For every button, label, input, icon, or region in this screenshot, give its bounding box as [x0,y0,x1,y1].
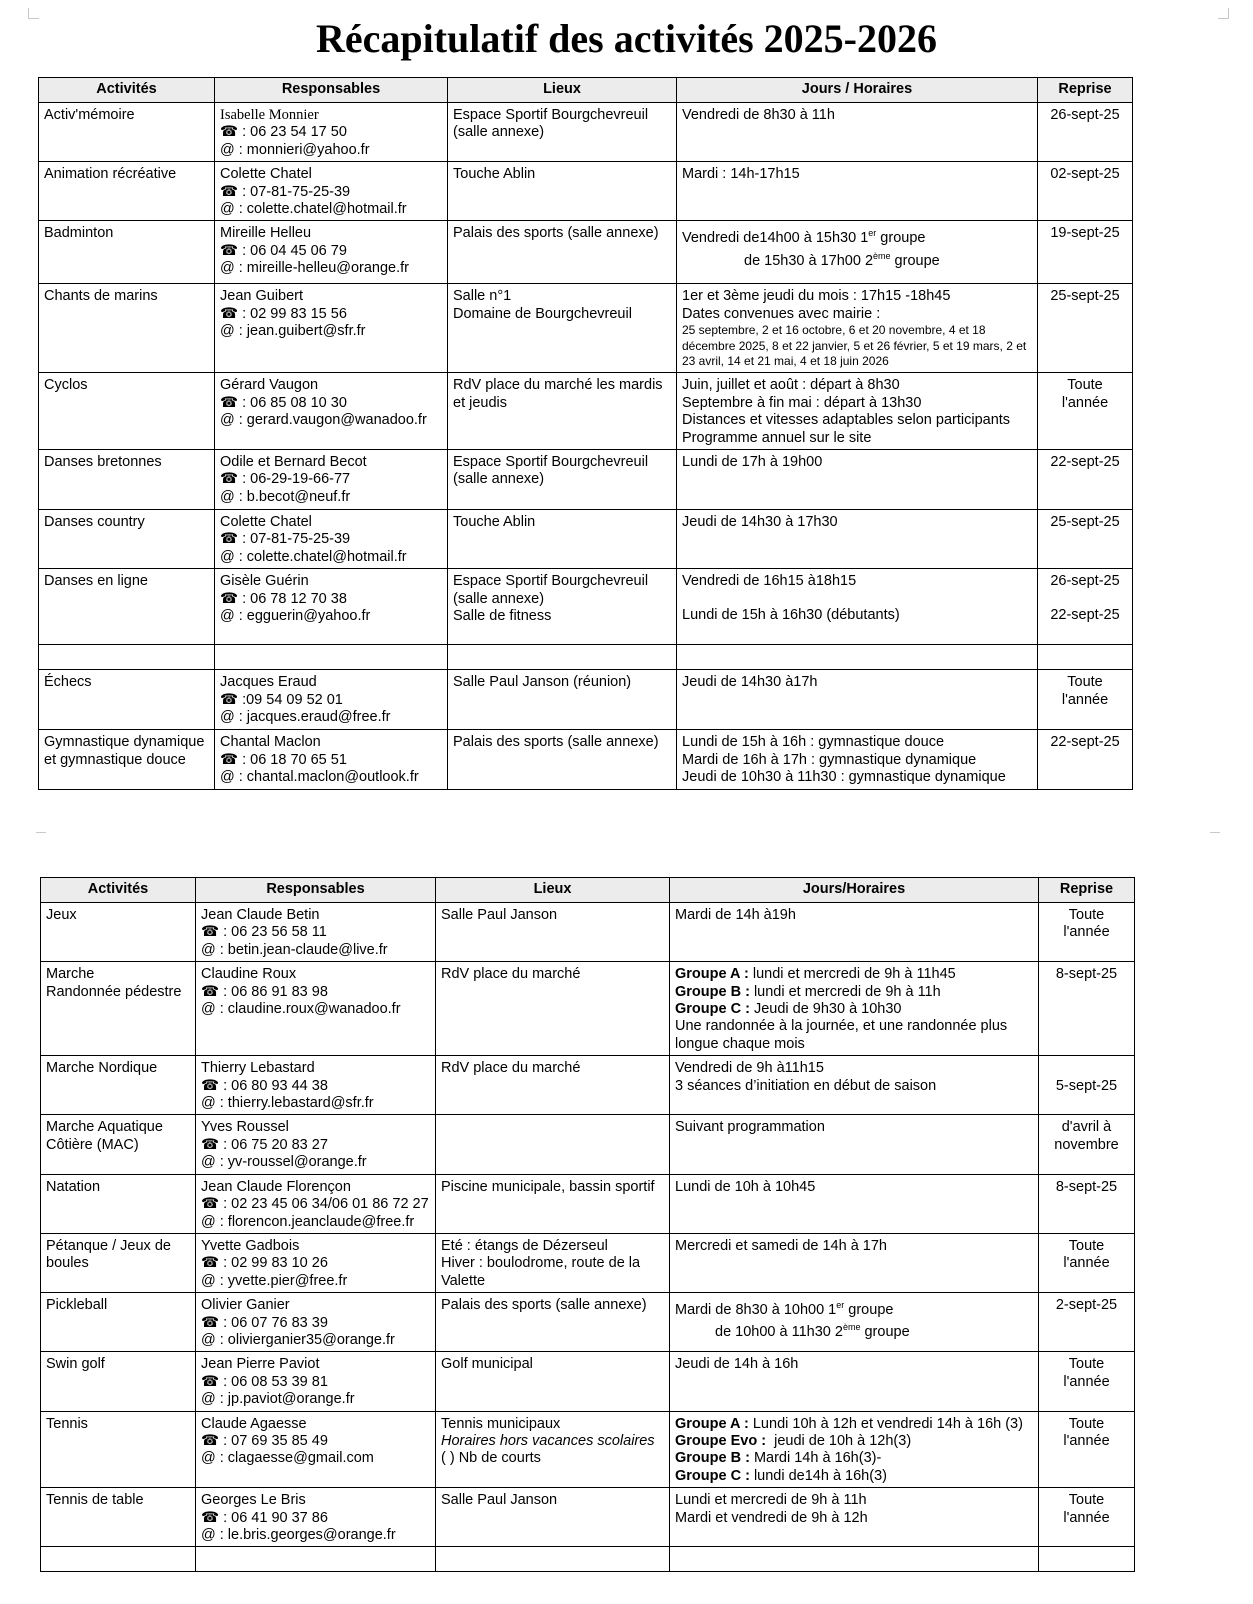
lieu-line: Salle de fitness [453,608,552,625]
responsable-name: Georges Le Bris [201,1492,306,1509]
responsable-name: Gisèle Guérin [220,573,309,590]
reprise-cell: Toute l'année [1038,373,1133,450]
horaire-line: Lundi et mercredi de 9h à 11h [675,1492,867,1509]
table-row [41,1233,1135,1292]
responsable-cell [215,450,448,510]
horaires-cell [677,373,1038,450]
responsable-name: Jacques Eraud [220,674,317,691]
table-header-row [41,878,1135,903]
email-line[interactable]: @ : gerard.vaugon@wanadoo.fr [220,412,427,429]
lieu-line: Espace Sportif Bourgchevreuil [453,107,649,123]
empty-row [39,645,1133,670]
activity-cell [41,962,196,1056]
lieu-cell [448,569,677,645]
table-row [39,284,1133,373]
responsable-cell [215,221,448,284]
table-row [39,450,1133,510]
reprise-cell: Toute l'année [1039,1411,1135,1488]
lieu-line: Eté : étangs de Dézerseul [441,1237,608,1254]
responsable-cell [196,1352,436,1411]
table-row [39,670,1133,730]
responsable-cell [215,373,448,450]
responsable-name: Jean Pierre Paviot [201,1356,320,1373]
horaire-line: Jeudi de 14h30 à 17h30 [682,514,838,531]
email-line[interactable]: @ : monnieri@yahoo.fr [220,141,370,158]
phone-line: ☎ : 06 04 45 06 79 [220,242,347,259]
lieu-line: RdV place du marché les mardis et jeudis [453,377,663,411]
lieu-line: (salle annexe) [453,590,545,607]
responsable-cell [215,162,448,221]
email-line[interactable]: @ : betin.jean-claude@live.fr [201,941,388,958]
responsable-cell [196,1233,436,1292]
header-activites: Activités [39,78,215,103]
lieu-cell [448,730,677,789]
header-activites: Activités [41,878,196,903]
reprise-cell: 22-sept-25 [1038,730,1133,789]
horaire-line: Lundi de 15h à 16h30 (débutants) [682,606,900,623]
email-line[interactable]: @ : yvette.pier@free.fr [201,1272,348,1289]
activity-cell: Danses bretonnes [39,450,215,510]
activity-cell: Swin golf [41,1352,196,1411]
horaire-line: Lundi de 10h à 10h45 [675,1178,816,1195]
phone-line: ☎ :09 54 09 52 01 [220,691,343,708]
horaires-cell [670,1352,1039,1411]
email-line[interactable]: @ : colette.chatel@hotmail.fr [220,548,407,565]
responsable-cell [215,103,448,162]
table-row [39,569,1133,645]
table-row [39,221,1133,284]
lieu-cell [448,103,677,162]
lieu-line: Tennis municipaux [441,1415,561,1432]
responsable-name: Claude Agaesse [201,1415,307,1432]
horaire-line: Mardi de 8h30 à 10h00 1er groupe [675,1300,894,1318]
header-lieux: Lieux [448,78,677,103]
reprise-cell: 19-sept-25 [1038,221,1133,284]
responsable-cell [196,1293,436,1352]
table-row [41,1293,1135,1352]
horaire-line: de 10h00 à 11h30 2ème groupe [715,1322,910,1341]
horaires-cell [677,670,1038,730]
lieu-cell: Salle Paul Janson [436,1488,670,1547]
activity-cell: Tennis [41,1411,196,1488]
horaires-cell [670,1115,1039,1174]
activity-line: Randonnée pédestre [46,983,182,1000]
phone-line: ☎ : 06 41 90 37 86 [201,1509,328,1526]
reprise-cell: 02-sept-25 [1038,162,1133,221]
horaires-cell [677,162,1038,221]
reprise-line: 22-sept-25 [1050,606,1120,623]
phone-line: ☎ : 06-29-19-66-77 [220,471,351,488]
activity-cell: Pickleball [41,1293,196,1352]
activity-line: Marche [46,966,95,983]
horaire-line: Septembre à fin mai : départ à 13h30 [682,394,922,411]
phone-line: ☎ : 06 07 76 83 39 [201,1314,328,1331]
email-line[interactable]: @ : mireille-helleu@orange.fr [220,260,410,277]
responsable-name: Jean Guibert [220,288,304,305]
horaire-line: Distances et vitesses adaptables selon participants [682,412,1011,429]
email-line[interactable]: @ : florencon.jeanclaude@free.fr [201,1213,415,1230]
reprise-cell: 25-sept-25 [1038,284,1133,373]
responsable-name: Yvette Gadbois [201,1237,300,1254]
email-line[interactable]: @ : jp.paviot@orange.fr [201,1391,355,1408]
horaire-line: Programme annuel sur le site [682,429,872,446]
lieu-cell: Salle Paul Janson [436,903,670,962]
table-row [39,730,1133,789]
reprise-cell: Toute l'année [1039,1233,1135,1292]
reprise-cell: 26-sept-25 [1038,103,1133,162]
phone-line: ☎ : 06 78 12 70 38 [220,590,347,607]
email-line[interactable]: @ : thierry.lebastard@sfr.fr [201,1095,374,1112]
activity-cell: Activ'mémoire [39,103,215,162]
email-line[interactable]: @ : claudine.roux@wanadoo.fr [201,1001,401,1018]
responsable-name: Olivier Ganier [201,1297,290,1314]
lieu-cell: RdV place du marché [436,962,670,1056]
horaire-line: de 15h30 à 17h00 2ème groupe [744,250,940,269]
responsable-cell [196,903,436,962]
responsable-name: Chantal Maclon [220,734,321,751]
phone-line: ☎ : 06 18 70 65 51 [220,751,347,768]
lieu-cell [448,284,677,373]
email-line[interactable]: @ : egguerin@yahoo.fr [220,608,371,625]
phone-line: ☎ : 06 85 08 10 30 [220,394,347,411]
lieu-line: (salle annexe) [453,471,545,488]
phone-line: ☎ : 06 08 53 39 81 [201,1373,328,1390]
table-row [41,903,1135,962]
lieu-line: Salle Paul Janson (réunion) [453,674,632,691]
header-lieux: Lieux [436,878,670,903]
table-row [39,162,1133,221]
responsable-name: Gérard Vaugon [220,377,319,394]
responsable-name: Jean Claude Betin [201,907,320,923]
table-row [39,103,1133,162]
horaire-line: Lundi de 15h à 16h : gymnastique douce [682,734,945,751]
email-line[interactable]: @ : chantal.maclon@outlook.fr [220,769,419,786]
group-line: Groupe A : lundi et mercredi de 9h à 11h45 [675,966,956,983]
phone-line: ☎ : 02 23 45 06 34/06 01 86 72 27 [201,1196,429,1213]
activity-cell: Cyclos [39,373,215,450]
responsable-name: Claudine Roux [201,966,297,983]
header-responsables: Responsables [196,878,436,903]
lieu-line: Salle n°1 [453,288,512,305]
table-row [41,1488,1135,1547]
horaire-line: Mardi : 14h-17h15 [682,166,800,183]
reprise-cell: 5-sept-25 [1039,1056,1135,1115]
horaire-line: Jeudi de 10h30 à 11h30 : gymnastique dynamique [682,769,1006,786]
reprise-cell: Toute l'année [1039,1488,1135,1547]
responsable-name: Jean Claude Florençon [201,1178,351,1195]
reprise-cell: 25-sept-25 [1038,510,1133,569]
reprise-cell [1038,569,1133,645]
horaires-cell [670,1411,1039,1488]
horaires-cell [670,1056,1039,1115]
table-header-row [39,78,1133,103]
horaires-cell [677,284,1038,373]
lieu-cell [448,373,677,450]
responsable-cell [196,1115,436,1174]
activity-cell: Danses country [39,510,215,569]
responsable-name: Yves Roussel [201,1119,289,1136]
responsable-cell [215,569,448,645]
reprise-cell: 22-sept-25 [1038,450,1133,510]
responsable-cell [196,1488,436,1547]
horaire-line: Mardi et vendredi de 9h à 12h [675,1509,868,1526]
reprise-cell: Toute l'année [1039,1352,1135,1411]
responsable-name: Odile et Bernard Becot [220,454,367,471]
phone-line: ☎ : 02 99 83 15 56 [220,305,347,322]
lieu-cell: Palais des sports (salle annexe) [436,1293,670,1352]
dates-list: 25 septembre, 2 et 16 octobre, 6 et 20 novembre, 4 et 18 décembre 2025, 8 et 22 janvier, 5 et 26 février, 5 et 19 mars, 2 et 23 avril, 14 et 21 mai, 4 et 18 juin 2026 [682,323,1027,369]
activity-cell: Gymnastique dynamique et gymnastique douce [39,730,215,789]
lieu-cell [436,1233,670,1292]
group-line: Groupe C : lundi de14h à 16h(3) [675,1467,887,1484]
horaire-line: Mardi de 16h à 17h : gymnastique dynamique [682,751,977,768]
group-line: Groupe C : Jeudi de 9h30 à 10h30 [675,1001,902,1018]
horaire-line: Vendredi de 16h15 à18h15 [682,573,857,590]
horaires-cell [677,510,1038,569]
activity-cell: Danses en ligne [39,569,215,645]
responsable-name: Colette Chatel [220,514,312,531]
reprise-cell: Toute l'année [1038,670,1133,730]
lieu-line: Touche Ablin [453,514,536,531]
lieu-cell [436,1411,670,1488]
responsable-cell [215,284,448,373]
phone-line: ☎ : 06 80 93 44 38 [201,1077,328,1094]
group-line: Groupe B : lundi et mercredi de 9h à 11h [675,983,941,1000]
responsable-name: Mireille Helleu [220,225,312,242]
horaires-cell [677,569,1038,645]
activity-cell: Tennis de table [41,1488,196,1547]
header-jours-horaires: Jours/Horaires [670,878,1039,903]
horaire-line: Lundi de 17h à 19h00 [682,454,823,471]
horaire-line: Vendredi de 9h à11h15 [675,1060,824,1077]
horaire-line: Jeudi de 14h30 à17h [682,674,818,691]
activity-cell: Natation [41,1174,196,1233]
phone-line: ☎ : 07-81-75-25-39 [220,183,351,200]
lieu-line: Espace Sportif Bourgchevreuil [453,573,649,590]
horaire-line: Mercredi et samedi de 14h à 17h [675,1237,887,1254]
lieu-line: Espace Sportif Bourgchevreuil [453,454,649,471]
table-row [41,1056,1135,1115]
header-reprise: Reprise [1039,878,1135,903]
horaire-line: Juin, juillet et août : départ à 8h30 [682,377,900,394]
activities-table-1 [38,77,1133,790]
table-row [41,962,1135,1056]
horaire-line: Vendredi de 8h30 à 11h [682,107,835,123]
horaire-line: Une randonnée à la journée, et une randonnée plus longue chaque mois [675,1018,1008,1052]
horaire-line: 1er et 3ème jeudi du mois : 17h15 -18h45 [682,288,951,305]
email-line[interactable]: @ : colette.chatel@hotmail.fr [220,201,407,218]
header-reprise: Reprise [1038,78,1133,103]
responsable-cell [215,670,448,730]
table-row [41,1411,1135,1488]
reprise-cell: 2-sept-25 [1039,1293,1135,1352]
lieu-line: Palais des sports (salle annexe) [453,734,659,751]
group-line: Groupe Evo : jeudi de 10h à 12h(3) [675,1432,912,1449]
lieu-cell: Piscine municipale, bassin sportif [436,1174,670,1233]
horaires-cell [670,1233,1039,1292]
table-row [39,373,1133,450]
horaires-cell [670,903,1039,962]
horaire-line: Mardi de 14h à19h [675,907,796,923]
responsable-cell [215,510,448,569]
lieu-cell [448,221,677,284]
horaires-cell [670,962,1039,1056]
phone-line: ☎ : 06 23 56 58 11 [201,924,327,941]
lieu-line: ( ) Nb de courts [441,1450,541,1467]
lieu-line: Hiver : boulodrome, route de la Valette [441,1255,641,1289]
phone-line: ☎ : 07 69 35 85 49 [201,1432,328,1449]
reprise-cell: 8-sept-25 [1039,962,1135,1056]
activity-cell: Badminton [39,221,215,284]
lieu-cell [436,1115,670,1174]
lieu-line: Touche Ablin [453,166,536,183]
header-responsables: Responsables [215,78,448,103]
reprise-cell: d'avril à novembre [1039,1115,1135,1174]
activity-cell: Échecs [39,670,215,730]
table-row [41,1115,1135,1174]
header-jours-horaires: Jours / Horaires [677,78,1038,103]
group-line: Groupe A : Lundi 10h à 12h et vendredi 14h à 16h (3) [675,1415,1023,1432]
table-row [41,1174,1135,1233]
responsable-name: Isabelle Monnier [220,107,319,123]
lieu-line: (salle annexe) [453,124,545,141]
phone-line: ☎ : 02 99 83 10 26 [201,1255,328,1272]
page-title: Récapitulatif des activités 2025-2026 [315,16,937,61]
activities-table-2 [40,877,1135,1572]
responsable-name: Colette Chatel [220,166,312,183]
page-break-mark [1210,832,1220,833]
horaire-line: 3 séances d’initiation en début de saison [675,1077,937,1094]
email-line[interactable]: @ : jacques.eraud@free.fr [220,709,391,726]
horaires-cell [677,450,1038,510]
responsable-cell [215,730,448,789]
group-line: Groupe B : Mardi 14h à 16h(3)- [675,1450,882,1467]
activity-cell: Jeux [41,903,196,962]
phone-line: ☎ : 07-81-75-25-39 [220,531,351,548]
table-row [41,1352,1135,1411]
page-break-mark [36,832,46,833]
email-line[interactable]: @ : clagaesse@gmail.com [201,1450,374,1467]
activity-cell: Animation récréative [39,162,215,221]
activity-cell: Chants de marins [39,284,215,373]
table-row [39,510,1133,569]
lieu-line: Domaine de Bourgchevreuil [453,305,632,322]
horaire-line: Vendredi de14h00 à 15h30 1er groupe [682,228,926,247]
horaires-cell [670,1174,1039,1233]
lieu-line: Palais des sports (salle annexe) [453,225,659,242]
horaire-line: Jeudi de 14h à 16h [675,1356,799,1373]
email-line[interactable]: @ : le.bris.georges@orange.fr [201,1527,396,1543]
horaires-cell [677,221,1038,284]
lieu-cell: RdV place du marché [436,1056,670,1115]
phone-line: ☎ : 06 75 20 83 27 [201,1136,328,1153]
responsable-cell [196,1411,436,1488]
reprise-cell: Toute l'année [1039,903,1135,962]
lieu-cell [448,510,677,569]
responsable-cell [196,1174,436,1233]
horaire-line: Dates convenues avec mairie : [682,305,881,322]
lieu-note: Horaires hors vacances scolaires [441,1432,655,1449]
activity-cell: Marche Aquatique Côtière (MAC) [41,1115,196,1174]
lieu-cell [448,670,677,730]
lieu-cell [448,450,677,510]
horaire-line: Suivant programmation [675,1119,825,1136]
empty-row [41,1547,1135,1572]
responsable-cell [196,1056,436,1115]
phone-line: ☎ : 06 86 91 83 98 [201,983,328,1000]
email-line[interactable]: @ : b.becot@neuf.fr [220,488,351,505]
horaires-cell [677,103,1038,162]
horaires-cell [670,1488,1039,1547]
email-line[interactable]: @ : olivierganier35@orange.fr [201,1331,395,1348]
email-line[interactable]: @ : jean.guibert@sfr.fr [220,323,366,340]
responsable-name: Thierry Lebastard [201,1060,315,1077]
activity-cell: Pétanque / Jeux de boules [41,1233,196,1292]
horaires-cell [670,1293,1039,1352]
phone-line: ☎ : 06 23 54 17 50 [220,124,347,141]
lieu-cell [448,162,677,221]
reprise-cell: 8-sept-25 [1039,1174,1135,1233]
responsable-cell [196,962,436,1056]
activity-cell: Marche Nordique [41,1056,196,1115]
reprise-line: 26-sept-25 [1050,573,1120,590]
email-line[interactable]: @ : yv-roussel@orange.fr [201,1154,367,1171]
lieu-cell: Golf municipal [436,1352,670,1411]
horaires-cell [677,730,1038,789]
